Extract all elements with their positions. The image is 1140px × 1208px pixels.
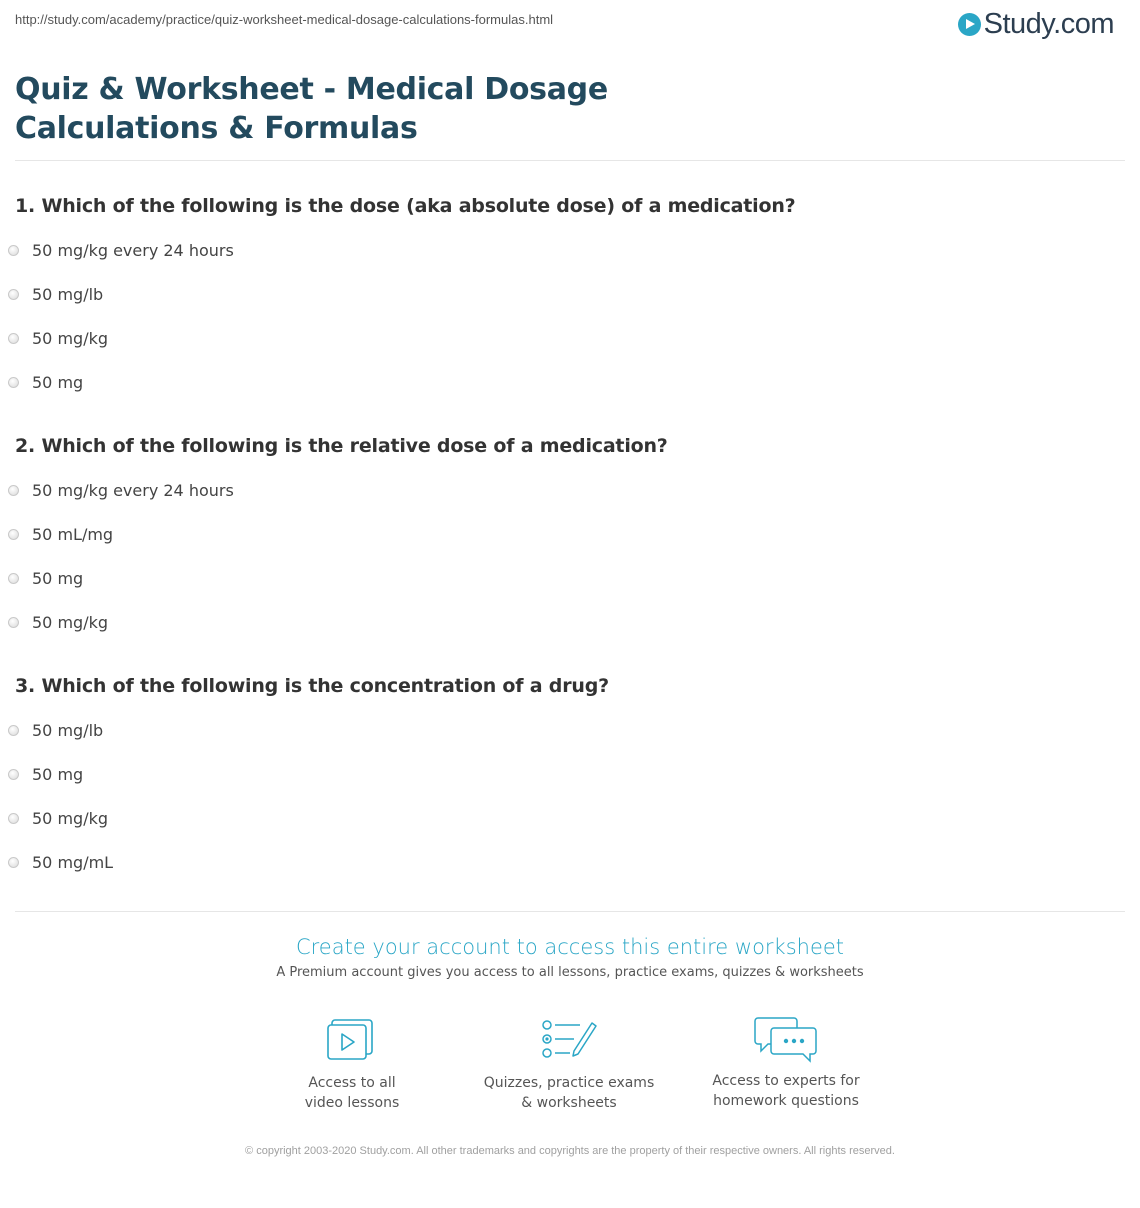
radio-button[interactable]	[8, 377, 19, 388]
content-divider	[15, 911, 1125, 912]
radio-button[interactable]	[8, 333, 19, 344]
feature-quizzes	[469, 1017, 669, 1113]
radio-button[interactable]	[8, 289, 19, 300]
feature-label	[686, 1071, 886, 1111]
answer-option[interactable]	[8, 720, 103, 740]
radio-button[interactable]	[8, 769, 19, 780]
feature-label-line: Access to all	[308, 1075, 396, 1091]
question-text: 2. Which of the following is the relative dose of a medication?	[15, 435, 668, 457]
answer-label: 50 mL/mg	[32, 524, 114, 544]
feature-label-line: Access to experts for	[712, 1073, 860, 1089]
answer-option[interactable]	[8, 808, 108, 828]
feature-label-line: Quizzes, practice exams	[483, 1075, 655, 1091]
radio-button[interactable]	[8, 617, 19, 628]
answer-label: 50 mg	[32, 568, 84, 588]
answer-label: 50 mg/kg every 24 hours	[32, 480, 234, 500]
radio-button[interactable]	[8, 529, 19, 540]
answer-option[interactable]	[8, 524, 113, 544]
radio-button[interactable]	[8, 485, 19, 496]
question-1	[15, 195, 796, 217]
question-2	[15, 435, 668, 457]
feature-video-lessons	[252, 1017, 452, 1113]
answer-label: 50 mg	[32, 372, 84, 392]
feature-label-line: & worksheets	[521, 1095, 617, 1111]
radio-button[interactable]	[8, 725, 19, 736]
answer-label: 50 mg/mL	[32, 852, 114, 872]
page-url: http://study.com/academy/practice/quiz-worksheet-medical-dosage-calculations-formulas.html	[15, 12, 554, 27]
radio-button[interactable]	[8, 573, 19, 584]
title-divider	[15, 160, 1125, 161]
answer-option[interactable]	[8, 568, 83, 588]
answer-option[interactable]	[8, 852, 113, 872]
answer-option[interactable]	[8, 328, 108, 348]
chat-bubbles-icon	[754, 1015, 818, 1063]
logo-text: Study.com	[983, 8, 1114, 40]
copyright-text: © copyright 2003-2020 Study.com. All other trademarks and copyrights are the property of their respective owners. All rights reserved.	[245, 1145, 895, 1157]
page-title: Quiz & Worksheet - Medical Dosage Calculations & Formulas	[15, 72, 608, 146]
answer-label: 50 mg	[32, 764, 84, 784]
answer-option[interactable]	[8, 240, 234, 260]
question-text: 1. Which of the following is the dose (aka absolute dose) of a medication?	[15, 195, 796, 217]
cta-link[interactable]: Create your account to access this entire worksheet	[295, 935, 845, 959]
feature-label	[469, 1073, 669, 1113]
answer-option[interactable]	[8, 284, 103, 304]
feature-label	[252, 1073, 452, 1113]
video-lessons-icon	[326, 1017, 378, 1063]
feature-label-line: video lessons	[304, 1095, 400, 1111]
answer-option[interactable]	[8, 764, 83, 784]
feature-experts	[686, 1015, 886, 1111]
feature-label-line: homework questions	[713, 1093, 859, 1109]
radio-button[interactable]	[8, 813, 19, 824]
answer-label: 50 mg/kg every 24 hours	[32, 240, 234, 260]
question-text: 3. Which of the following is the concentration of a drug?	[15, 675, 609, 697]
study-logo[interactable]	[958, 8, 1114, 41]
answer-option[interactable]	[8, 372, 83, 392]
answer-option[interactable]	[8, 480, 234, 500]
answer-label: 50 mg/kg	[32, 612, 108, 632]
answer-label: 50 mg/lb	[32, 720, 104, 740]
play-circle-icon	[958, 13, 981, 36]
answer-label: 50 mg/kg	[32, 808, 108, 828]
cta-subtitle: A Premium account gives you access to all lessons, practice exams, quizzes & worksheets	[276, 965, 864, 980]
radio-button[interactable]	[8, 245, 19, 256]
question-3	[15, 675, 609, 697]
signup-cta	[0, 935, 1140, 980]
answer-label: 50 mg/lb	[32, 284, 104, 304]
radio-button[interactable]	[8, 857, 19, 868]
quiz-checklist-icon	[540, 1017, 598, 1063]
answer-option[interactable]	[8, 612, 108, 632]
answer-label: 50 mg/kg	[32, 328, 108, 348]
